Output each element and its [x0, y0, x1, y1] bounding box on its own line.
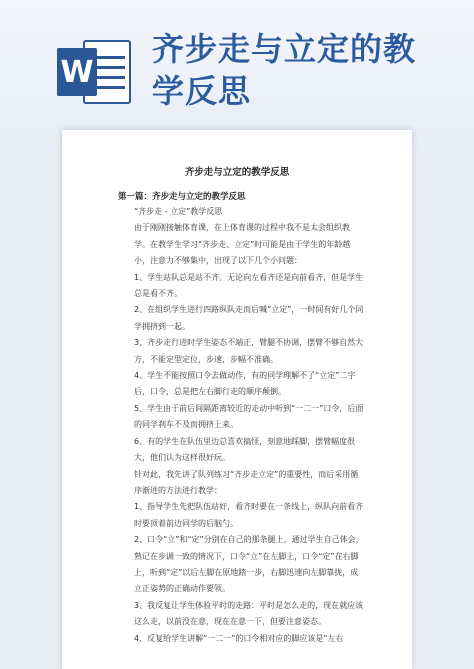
paragraph: 由于刚刚接触体育课，在上体育课的过程中我不是太会组织教学。在教学生学习“齐步走、立定”时可能是由于学生的年龄越小，注意力不够集中，出现了以下几个小问题： — [134, 223, 351, 266]
section-heading: 第一篇：齐步走与立定的教学反思 — [118, 192, 246, 202]
paragraph: 2、口令“立”和“定”分别在自己的那条腿上，通过学生自己体会，熟记在步调一致的情况下，口令“立”在左脚上，口令“定”在右脚上，听到“定”以后左脚在原地踏一步，右脚迅速向左脚靠拢，成立正姿势的正确动作要领。 — [134, 535, 364, 594]
paragraph: 4、反复给学生讲解“一二一”的口令相对应的脚应该是“左右 — [134, 633, 344, 643]
paragraph: 5、学生由于前后间隔距离较近的走动中听到“一二一”口令，后面的同学刹车不及而拥挤上来。 — [134, 403, 364, 430]
paragraph: 6、有的学生在队伍里边总喜欢搞怪，刻意地踩脚，摆臂幅度很大，他们认为这样很好玩。 — [134, 436, 356, 463]
banner-title-line-2: 学反思 — [152, 72, 252, 110]
banner-title-line-1: 齐步走与立定的教 — [152, 30, 417, 68]
paragraph: 1、指导学生先把队伍站好，看齐时要在一条线上，纵队向前看齐时要顶着前边同学的后脑勺。 — [134, 502, 364, 528]
paragraph: 3、我反复让学生体验平时的走路：平时是怎么走的，现在就应该这么走，以前没在意，现在在意一下，但要注意姿态。 — [134, 600, 364, 627]
document-page — [62, 130, 412, 669]
word-icon — [57, 40, 131, 104]
paragraph: “齐步走 - 立定”教学反思 — [134, 207, 223, 216]
banner-title — [152, 28, 452, 112]
paragraph: 3、齐步走行进时学生姿态不端正，臂腿不协调，摆臂不够自然大方，不能定型定位，步速，步幅不准确。 — [134, 338, 364, 364]
document-title: 齐步走与立定的教学反思 — [184, 167, 290, 178]
word-badge: W — [57, 48, 97, 96]
paragraph: 1、学生站队总是站不齐。无论向左看齐还是向前看齐，但是学生总是看不齐。 — [134, 272, 364, 299]
document-body — [118, 204, 364, 647]
paragraph: 4、学生不能按照口令去做动作，有的同学理解不了“立定”二字后，口令，总是把左右脚行走的顺序颠倒。 — [134, 371, 356, 397]
paragraph: 针对此，我先讲了队列练习“齐步走立定”的重要性，而后采用循序渐进的方法进行教学： — [134, 469, 359, 495]
paragraph: 2、在组织学生进行四路纵队走而后喊“立定”，一时间有好几个同学拥挤到一起。 — [134, 305, 364, 331]
